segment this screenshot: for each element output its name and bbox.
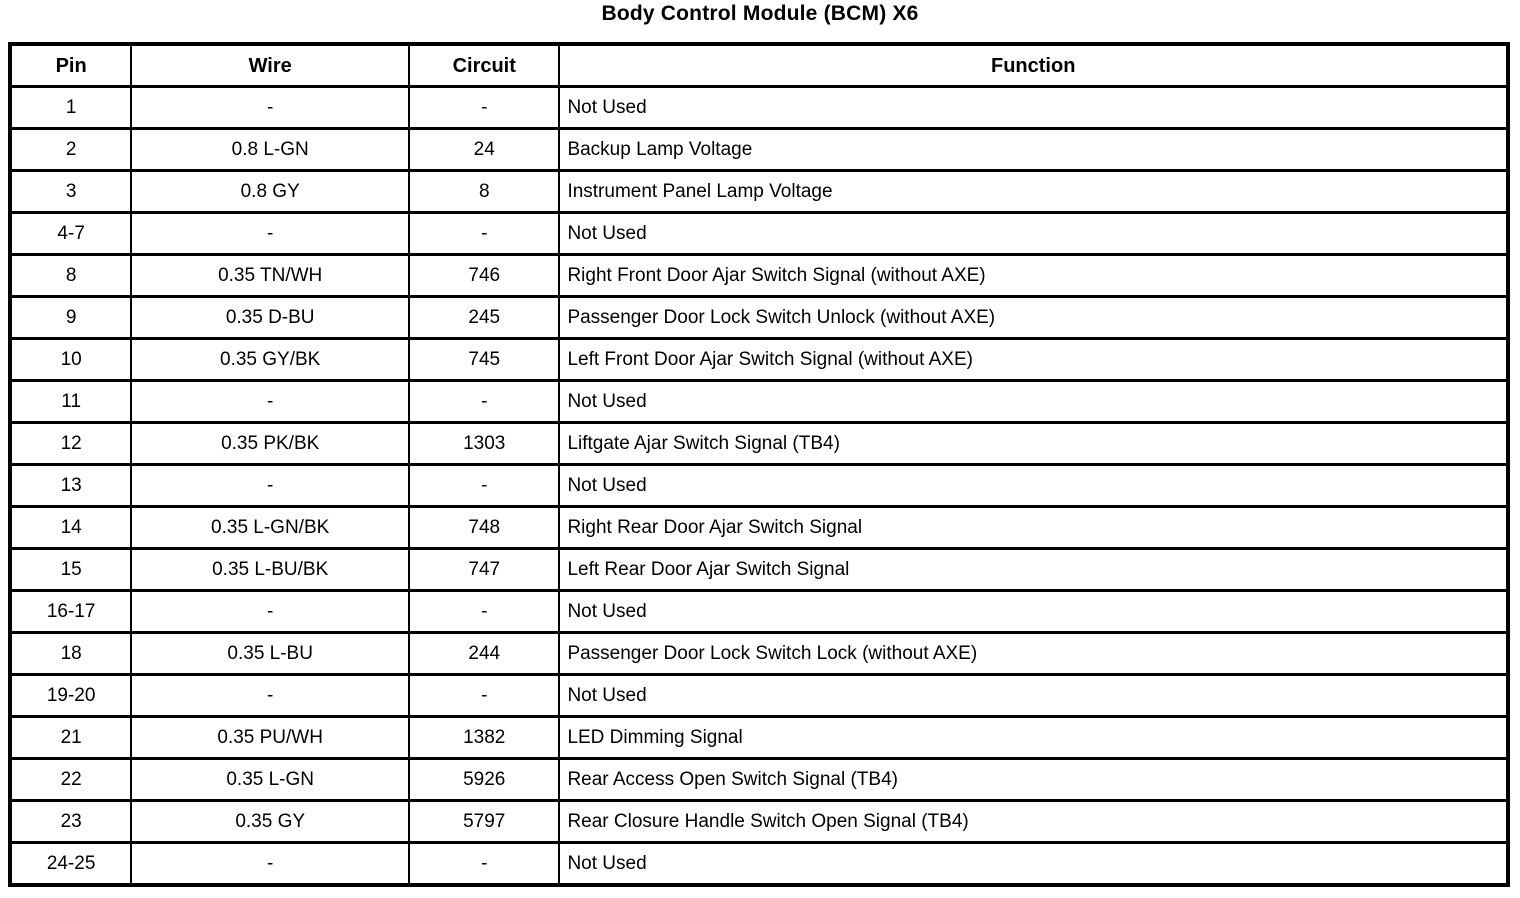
- wire-cell: -: [131, 87, 409, 129]
- circuit-cell: 5926: [409, 759, 559, 801]
- table-row: [10, 339, 1508, 381]
- pin-cell: 15: [10, 549, 131, 591]
- pin-cell: 8: [10, 255, 131, 297]
- wire-cell: -: [131, 465, 409, 507]
- function-cell: Not Used: [559, 591, 1508, 633]
- function-cell: Right Rear Door Ajar Switch Signal: [559, 507, 1508, 549]
- circuit-cell: 745: [409, 339, 559, 381]
- table-row: [10, 381, 1508, 423]
- function-cell: Backup Lamp Voltage: [559, 129, 1508, 171]
- table-row: [10, 717, 1508, 759]
- table-row: [10, 759, 1508, 801]
- pin-cell: 21: [10, 717, 131, 759]
- table-row: [10, 255, 1508, 297]
- function-cell: Rear Access Open Switch Signal (TB4): [559, 759, 1508, 801]
- circuit-cell: 245: [409, 297, 559, 339]
- circuit-cell: -: [409, 675, 559, 717]
- circuit-cell: 8: [409, 171, 559, 213]
- circuit-cell: 244: [409, 633, 559, 675]
- column-header-function: Function: [559, 44, 1508, 87]
- column-header-circuit: Circuit: [409, 44, 559, 87]
- pin-cell: 16-17: [10, 591, 131, 633]
- function-cell: Not Used: [559, 675, 1508, 717]
- table-row: [10, 129, 1508, 171]
- function-cell: Liftgate Ajar Switch Signal (TB4): [559, 423, 1508, 465]
- pin-cell: 3: [10, 171, 131, 213]
- circuit-cell: 746: [409, 255, 559, 297]
- wire-cell: -: [131, 213, 409, 255]
- function-cell: Passenger Door Lock Switch Lock (without AXE): [559, 633, 1508, 675]
- pin-cell: 10: [10, 339, 131, 381]
- pin-cell: 18: [10, 633, 131, 675]
- pin-cell: 1: [10, 87, 131, 129]
- pin-cell: 4-7: [10, 213, 131, 255]
- header-row: [10, 44, 1508, 87]
- table-row: [10, 171, 1508, 213]
- wire-cell: -: [131, 591, 409, 633]
- table-row: [10, 675, 1508, 717]
- function-cell: Left Rear Door Ajar Switch Signal: [559, 549, 1508, 591]
- wire-cell: 0.35 L-BU: [131, 633, 409, 675]
- column-header-wire: Wire: [131, 44, 409, 87]
- column-header-pin: Pin: [10, 44, 131, 87]
- circuit-cell: 747: [409, 549, 559, 591]
- table-row: [10, 843, 1508, 886]
- function-cell: Right Front Door Ajar Switch Signal (without AXE): [559, 255, 1508, 297]
- circuit-cell: -: [409, 381, 559, 423]
- wire-cell: 0.8 GY: [131, 171, 409, 213]
- circuit-cell: -: [409, 843, 559, 886]
- function-cell: Not Used: [559, 465, 1508, 507]
- table-row: [10, 633, 1508, 675]
- table-row: [10, 801, 1508, 843]
- wire-cell: 0.35 L-GN: [131, 759, 409, 801]
- pin-cell: 19-20: [10, 675, 131, 717]
- page-title: Body Control Module (BCM) X6: [601, 2, 919, 25]
- table-row: [10, 87, 1508, 129]
- circuit-cell: 5797: [409, 801, 559, 843]
- pin-cell: 13: [10, 465, 131, 507]
- table-row: [10, 591, 1508, 633]
- circuit-cell: -: [409, 87, 559, 129]
- table-row: [10, 465, 1508, 507]
- wire-cell: 0.35 PU/WH: [131, 717, 409, 759]
- wire-cell: 0.35 GY/BK: [131, 339, 409, 381]
- wire-cell: -: [131, 381, 409, 423]
- wire-cell: 0.35 TN/WH: [131, 255, 409, 297]
- table-row: [10, 549, 1508, 591]
- circuit-cell: 24: [409, 129, 559, 171]
- table-row: [10, 297, 1508, 339]
- wire-cell: 0.35 D-BU: [131, 297, 409, 339]
- wire-cell: -: [131, 843, 409, 886]
- wire-cell: -: [131, 675, 409, 717]
- pin-cell: 24-25: [10, 843, 131, 886]
- pin-cell: 22: [10, 759, 131, 801]
- function-cell: Not Used: [559, 87, 1508, 129]
- function-cell: Not Used: [559, 843, 1508, 886]
- pin-cell: 2: [10, 129, 131, 171]
- pin-cell: 12: [10, 423, 131, 465]
- wire-cell: 0.35 PK/BK: [131, 423, 409, 465]
- table-row: [10, 213, 1508, 255]
- wire-cell: 0.35 L-GN/BK: [131, 507, 409, 549]
- circuit-cell: -: [409, 591, 559, 633]
- wire-cell: 0.8 L-GN: [131, 129, 409, 171]
- wire-cell: 0.35 L-BU/BK: [131, 549, 409, 591]
- circuit-cell: 1303: [409, 423, 559, 465]
- pin-cell: 14: [10, 507, 131, 549]
- table-row: [10, 507, 1508, 549]
- pin-cell: 9: [10, 297, 131, 339]
- circuit-cell: -: [409, 465, 559, 507]
- function-cell: LED Dimming Signal: [559, 717, 1508, 759]
- pin-cell: 11: [10, 381, 131, 423]
- function-cell: Rear Closure Handle Switch Open Signal (TB4): [559, 801, 1508, 843]
- circuit-cell: 748: [409, 507, 559, 549]
- table-body: [10, 87, 1508, 886]
- circuit-cell: 1382: [409, 717, 559, 759]
- function-cell: Not Used: [559, 213, 1508, 255]
- pin-cell: 23: [10, 801, 131, 843]
- function-cell: Not Used: [559, 381, 1508, 423]
- function-cell: Instrument Panel Lamp Voltage: [559, 171, 1508, 213]
- function-cell: Passenger Door Lock Switch Unlock (without AXE): [559, 297, 1508, 339]
- wire-cell: 0.35 GY: [131, 801, 409, 843]
- function-cell: Left Front Door Ajar Switch Signal (without AXE): [559, 339, 1508, 381]
- circuit-cell: -: [409, 213, 559, 255]
- table-row: [10, 423, 1508, 465]
- bcm-pinout-table: [8, 42, 1510, 887]
